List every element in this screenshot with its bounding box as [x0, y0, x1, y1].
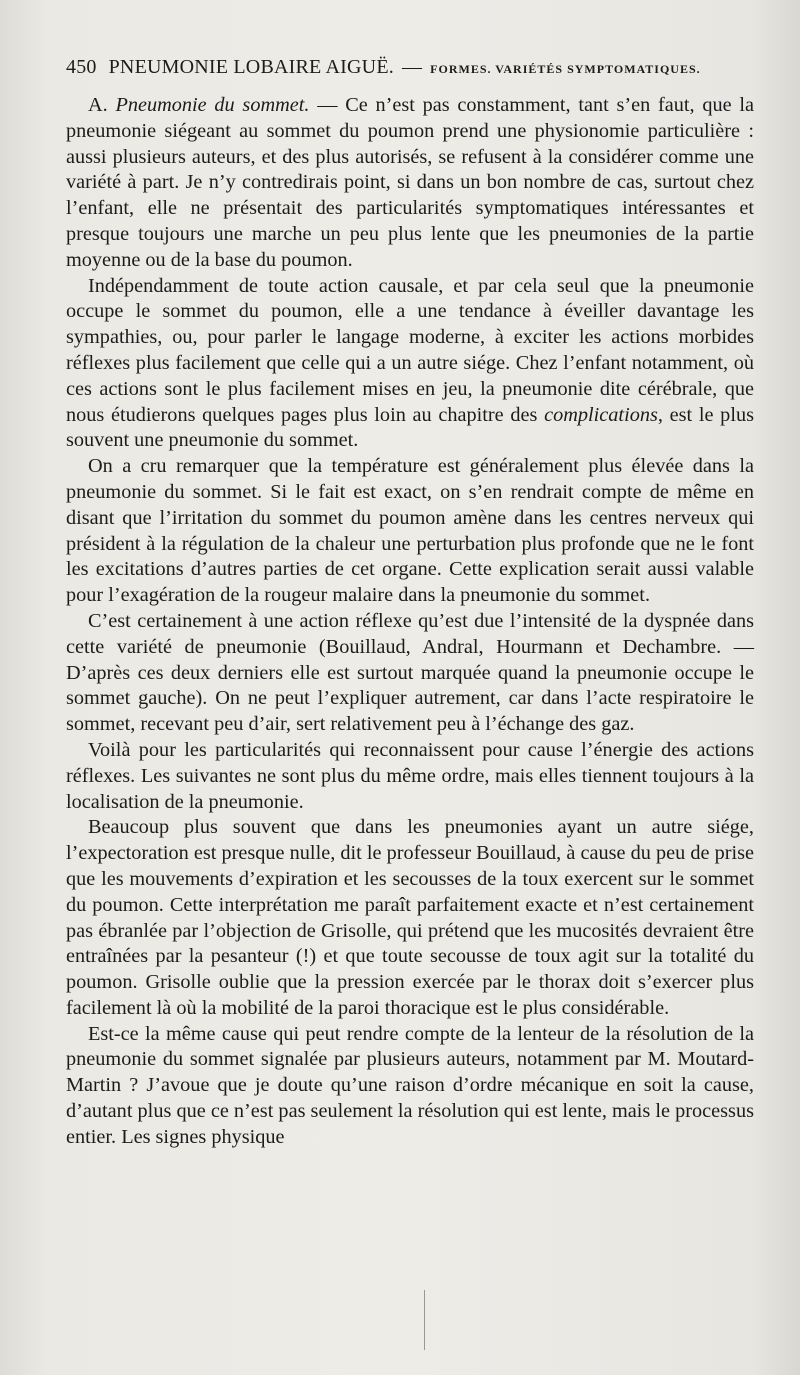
gutter-mark [424, 1290, 425, 1350]
chapter-title: PNEUMONIE LOBAIRE AIGUË. [108, 56, 394, 78]
paragraph-text: Est-ce la même cause qui peut rendre compte de la lenteur de la résolution de la pneumonie du sommet signalée par plusieurs auteurs, notamment par M. Moutard-Martin ? J’avoue que je doute qu’une raison d’ordre mécanique en soit la cause, d’autant plus que ce n’est pas seulement la résolution qui est lente, mais le processus entier. Les signes physique [66, 1022, 754, 1148]
paragraph-5 [66, 738, 754, 815]
paragraph-7 [66, 1022, 754, 1151]
paragraph-text: Beaucoup plus souvent que dans les pneumonies ayant un autre siége, l’expectoration est presque nulle, dit le professeur Bouillaud, à cause du peu de prise que les mouvements d’expiration et les secousses de la toux exercent sur le sommet du poumon. Cette interprétation me paraît parfaitement exacte et n’est certainement pas ébranlée par l’objection de Grisolle, qui prétend que les mucosités devraient être entraînées par la pesanteur (!) et que toute secousse de toux agit sur la totalité du poumon. Grisolle oublie que la pression exercée par le thorax doit s’exercer plus facilement là où la mobilité de la paroi thoracique est le plus considérable. [66, 816, 754, 1019]
paragraph-1 [66, 93, 754, 274]
running-head [66, 56, 754, 79]
paragraph-text: On a cru remarquer que la température est généralement plus élevée dans la pneumonie du sommet. Si le fait est exact, on s’en rendrait compte de même en disant que l’irritation du sommet du poumon amène dans les centres nerveux qui président à la régulation de la chaleur une perturbation plus profonde que ne le font les excitations d’autres parties de cet organe. Cette explication serait aussi valable pour l’exagération de la rougeur malaire dans la pneumonie du sommet. [66, 455, 754, 607]
paragraph-text: Indépendamment de toute action causale, et par cela seul que la pneumonie occupe le sommet du poumon, elle a une tendance à éveiller davantage les sympathies, ou, pour parler le langage moderne, à exciter les actions morbides réflexes plus facilement que celle qui a un autre siége. Chez l’enfant notamment, où ces actions sont le plus facilement mises en jeu, la pneumonie dite cérébrale, que nous étudierons quelques pages plus loin au chapitre des [66, 274, 754, 426]
paragraph-6 [66, 815, 754, 1021]
paragraph-2 [66, 274, 754, 455]
paragraph-4 [66, 609, 754, 738]
paragraph-text: , est le plus souvent une pneumonie du sommet. [66, 403, 754, 452]
paragraph-text: Voilà pour les particularités qui reconnaissent pour cause l’énergie des actions réflexes. Les suivantes ne sont plus du même ordre, mais elles tiennent toujours à la localisation de la pneumonie. [66, 738, 754, 813]
header-separator: — [401, 56, 423, 78]
section-heading: Pneumonie du sommet. [115, 94, 310, 116]
italic-term: complications [544, 403, 658, 426]
body-text [66, 93, 754, 1151]
paragraph-3 [66, 454, 754, 609]
paragraph-text: C’est certainement à une action réflexe qu’est due l’intensité de la dyspnée dans cette variété de pneumonie (Bouillaud, Andral, Hourmann et Dechambre. — D’après ces deux derniers elle est surtout marquée quand la pneumonie occupe le sommet gauche). On ne peut l’expliquer autrement, car dans l’acte respiratoire le sommet, recevant peu d’air, sert relativement peu à l’échange des gaz. [66, 609, 754, 736]
page-number: 450 [66, 56, 97, 78]
paragraph-text: — Ce n’est pas constamment, tant s’en faut, que la pneumonie siégeant au sommet du poumon prend une physionomie particulière : aussi plusieurs auteurs, et des plus autorisés, se refusent à la considérer comme une variété à part. Je n’y contredirais point, si dans un bon nombre de cas, surtout chez l’enfant, elle ne présentait des particularités symptomatiques intéressantes et presque toujours une marche un peu plus lente que les pneumonies de la partie moyenne ou de la base du poumon. [66, 94, 754, 271]
section-letter: A. [88, 94, 108, 116]
section-subtitle: FORMES. VARIÉTÉS SYMPTOMATIQUES. [430, 62, 701, 76]
